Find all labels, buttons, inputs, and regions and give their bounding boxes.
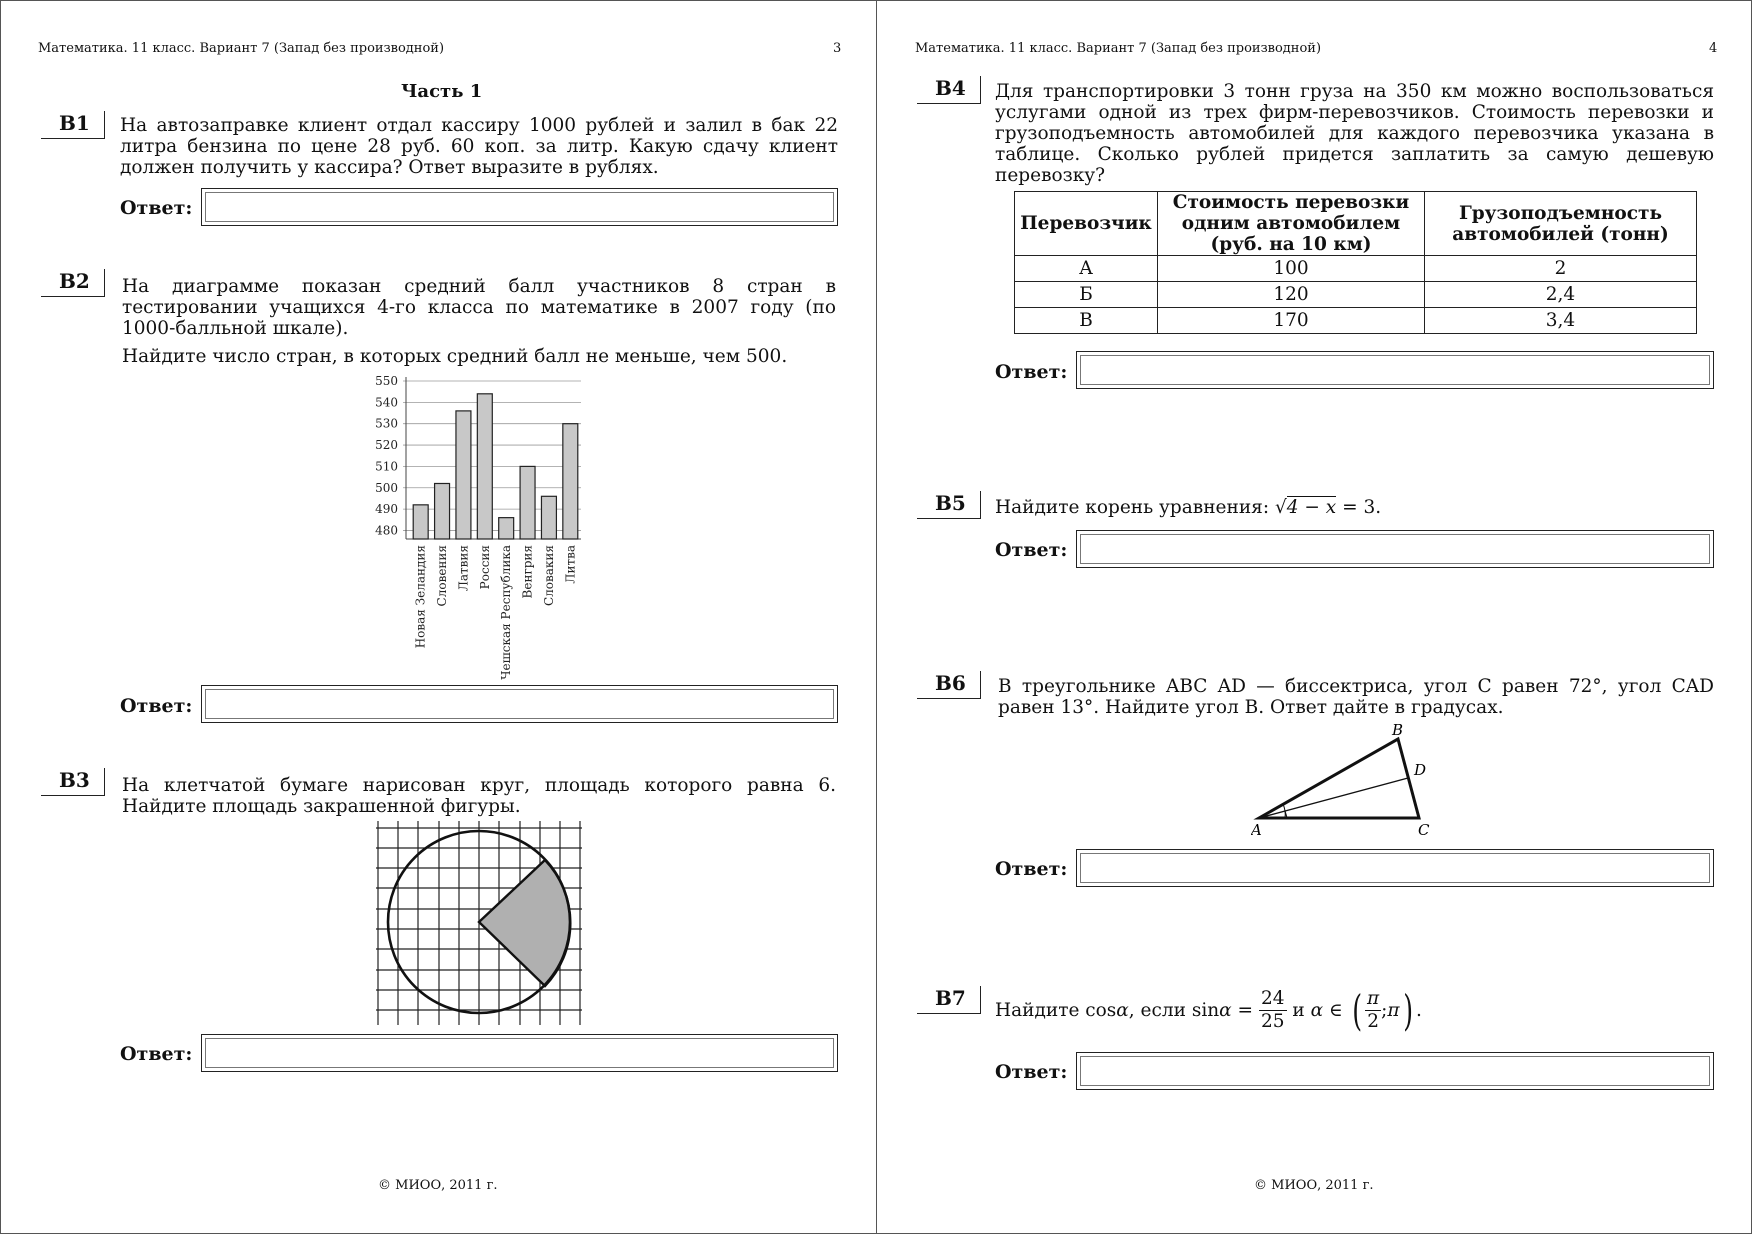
alpha-symbol: α	[1310, 1000, 1324, 1021]
element-of-symbol: ∈	[1329, 1000, 1343, 1021]
page-header: Математика. 11 класс. Вариант 7 (Запад без производной)	[38, 41, 445, 56]
vertex-a-label: A	[1251, 821, 1262, 839]
question-text-b6: В треугольнике ABC AD — биссектриса, угол C равен 72°, угол CAD равен 13°. Найдите угол B. Ответ дайте в градусах.	[998, 676, 1714, 718]
question-text-b7	[995, 986, 1422, 1035]
y-tick-label: 540	[375, 395, 398, 410]
y-tick-label: 500	[375, 480, 398, 495]
table-row	[1015, 282, 1697, 308]
open-paren: (	[1351, 986, 1362, 1035]
question-label-b3: B3	[41, 768, 105, 796]
vertex-d-label: D	[1414, 761, 1427, 779]
b7-prefix: Найдите cos	[995, 1000, 1117, 1021]
equation-rhs: = 3.	[1342, 497, 1382, 518]
table-cell: 170	[1158, 308, 1425, 334]
table-cell: А	[1015, 256, 1158, 282]
table-header-row	[1015, 192, 1697, 256]
question-label-b1: B1	[41, 111, 105, 139]
x-category-label: Чешская Республика	[499, 545, 514, 680]
question-text-b5	[995, 497, 1714, 518]
x-category-label: Латвия	[456, 545, 471, 592]
answer-label-b3: Ответ:	[120, 1043, 193, 1065]
y-tick-label: 530	[375, 416, 398, 431]
right-page	[876, 0, 1752, 1234]
alpha-symbol: α	[1116, 1000, 1129, 1021]
and-word: и	[1292, 1000, 1305, 1021]
equals-sign: =	[1237, 1000, 1254, 1021]
table-header: Стоимость перевозки одним автомобилем (руб. на 10 км)	[1158, 192, 1425, 256]
bar	[477, 394, 492, 539]
x-category-label: Венгрия	[520, 545, 535, 599]
page-header: Математика. 11 класс. Вариант 7 (Запад без производной)	[915, 41, 1322, 56]
bar-chart	[361, 371, 591, 681]
table-cell: 120	[1158, 282, 1425, 308]
period: .	[1415, 1000, 1422, 1021]
sin-symbol: sin	[1191, 1000, 1220, 1021]
b7-if: , если	[1128, 1000, 1186, 1021]
pi-symbol: π	[1387, 1000, 1400, 1021]
bar	[456, 411, 471, 539]
y-tick-label: 550	[375, 374, 398, 388]
answer-field-b6[interactable]	[1076, 849, 1714, 887]
question-text-b3: На клетчатой бумаге нарисован круг, площадь которого равна 6. Найдите площадь закрашенной фигуры.	[122, 775, 836, 817]
pi-numerator: π	[1367, 988, 1380, 1009]
answer-field-b5[interactable]	[1076, 530, 1714, 568]
question-label-b7: B7	[917, 986, 981, 1014]
pi-denominator: 2	[1367, 1011, 1379, 1032]
x-category-label: Литва	[563, 545, 578, 584]
answer-label-b2: Ответ:	[120, 695, 193, 717]
answer-field-b7[interactable]	[1076, 1052, 1714, 1090]
vertex-c-label: C	[1418, 821, 1430, 839]
bar	[435, 483, 450, 539]
left-page	[0, 0, 878, 1234]
sqrt-sign: √	[1274, 497, 1287, 518]
fraction-denominator: 25	[1260, 1011, 1285, 1032]
part-title: Часть 1	[401, 81, 483, 102]
question-prompt-b2: Найдите число стран, в которых средний балл не меньше, чем 500.	[122, 346, 788, 367]
table-row	[1015, 256, 1697, 282]
fraction	[1259, 988, 1287, 1033]
bar	[413, 505, 428, 539]
x-category-label: Россия	[477, 545, 492, 590]
y-tick-label: 520	[375, 438, 398, 453]
bar	[520, 466, 535, 539]
answer-label-b7: Ответ:	[995, 1061, 1068, 1083]
fraction-numerator: 24	[1260, 988, 1285, 1009]
question-text-b1: На автозаправке клиент отдал кассиру 1000 рублей и залил в бак 22 литра бензина по цене 28 руб. 60 коп. за литр. Какую сдачу клиент должен получить у кассира? Ответ выразите в рублях.	[120, 115, 838, 178]
carriers-table	[1014, 191, 1697, 334]
x-category-label: Новая Зеландия	[413, 545, 428, 649]
y-tick-label: 510	[375, 459, 398, 474]
question-label-b5: B5	[917, 491, 981, 519]
bar	[563, 424, 578, 539]
question-label-b6: B6	[917, 671, 981, 699]
table-cell: 100	[1158, 256, 1425, 282]
question-label-b2: B2	[41, 269, 105, 297]
answer-field-b4[interactable]	[1076, 351, 1714, 389]
table-header: Грузоподъемность автомобилей (тонн)	[1425, 192, 1697, 256]
triangle-abc	[1259, 739, 1419, 818]
pi-fraction	[1365, 988, 1381, 1033]
page-footer: © МИОО, 2011 г.	[1254, 1178, 1374, 1193]
answer-field-b1[interactable]	[201, 188, 838, 226]
answer-label-b5: Ответ:	[995, 539, 1068, 561]
table-row	[1015, 308, 1697, 334]
grid-circle-figure	[373, 819, 585, 1027]
bisector-ad	[1259, 778, 1408, 818]
answer-field-b3[interactable]	[201, 1034, 838, 1072]
page-number: 4	[1709, 41, 1718, 56]
page-number: 3	[833, 41, 842, 56]
x-category-label: Словакия	[541, 545, 556, 607]
table-cell: В	[1015, 308, 1158, 334]
alpha-symbol: α	[1219, 1000, 1232, 1021]
question-label-b4: B4	[917, 76, 981, 104]
x-category-label: Словения	[435, 545, 450, 607]
answer-label-b4: Ответ:	[995, 361, 1068, 383]
question-text-b2: На диаграмме показан средний балл участников 8 стран в тестировании учащихся 4-го класса по математике в 2007 году (по 1000-балльной шкале).	[122, 276, 836, 339]
b5-prompt: Найдите корень уравнения:	[995, 497, 1270, 518]
table-header: Перевозчик	[1015, 192, 1158, 256]
close-paren: )	[1402, 986, 1413, 1035]
answer-label-b6: Ответ:	[995, 858, 1068, 880]
table-cell: 2,4	[1425, 282, 1697, 308]
table-cell: 2	[1425, 256, 1697, 282]
answer-field-b2[interactable]	[201, 685, 838, 723]
y-tick-label: 490	[375, 502, 398, 517]
table-cell: Б	[1015, 282, 1158, 308]
y-tick-label: 480	[375, 523, 398, 538]
vertex-b-label: B	[1392, 723, 1404, 739]
question-text-b4: Для транспортировки 3 тонн груза на 350 км можно воспользоваться услугами одной из трех фирм-перевозчиков. Стоимость перевозки и грузоподъемность автомобилей для каждого перевозчика указана в таблице. Сколько рублей придется заплатить за самую дешевую перевозку?	[995, 81, 1714, 186]
semicolon: ;	[1381, 1000, 1388, 1021]
answer-label-b1: Ответ:	[120, 197, 193, 219]
triangle-figure	[1251, 723, 1461, 841]
radicand: 4 − x	[1286, 497, 1337, 518]
table-cell: 3,4	[1425, 308, 1697, 334]
bar	[541, 496, 556, 539]
page-footer: © МИОО, 2011 г.	[378, 1178, 498, 1193]
bar	[499, 518, 514, 539]
